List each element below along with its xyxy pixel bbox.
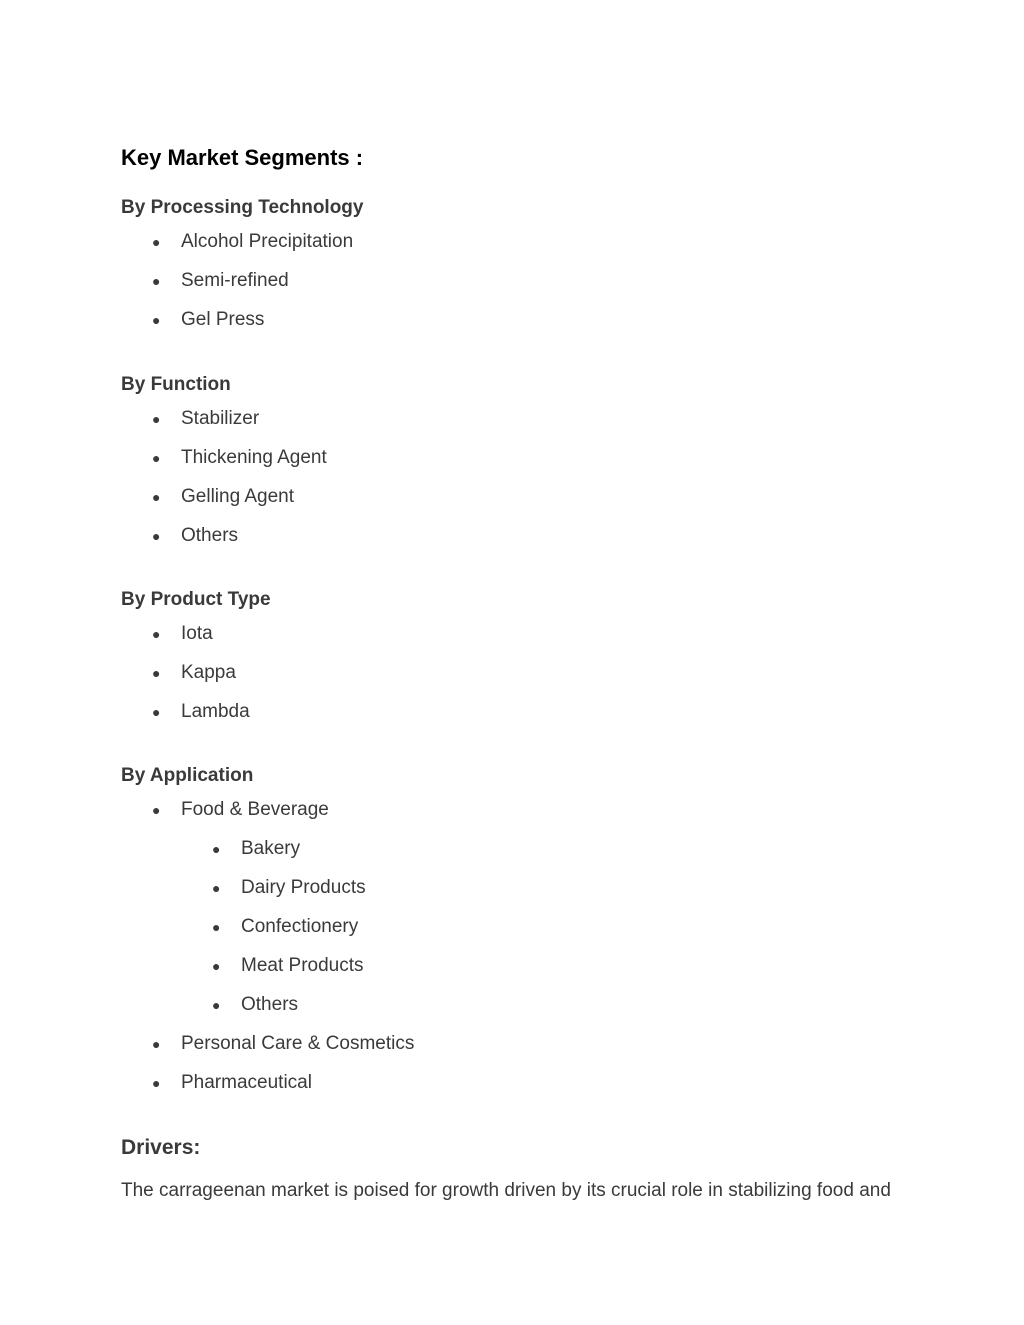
list-item-label: Meat Products — [241, 955, 364, 976]
list-item — [121, 1072, 414, 1111]
list-item-label: Confectionery — [241, 916, 359, 937]
section-heading: By Product Type — [121, 589, 271, 610]
bullet-list — [121, 231, 363, 348]
list-item — [121, 623, 271, 662]
list-item — [121, 270, 363, 309]
sub-list-item — [121, 955, 414, 994]
drivers-paragraph: The carrageenan market is poised for growth driven by its crucial role in stabilizing food and — [121, 1180, 891, 1201]
bullet-icon: ● — [152, 665, 161, 681]
list-item-label: Thickening Agent — [181, 447, 327, 468]
section-heading: By Function — [121, 374, 231, 395]
bullet-icon: ● — [212, 880, 221, 896]
list-item-label: Semi-refined — [181, 270, 289, 291]
list-item-label: Food & Beverage — [181, 799, 329, 820]
bullet-icon: ● — [152, 489, 161, 505]
bullet-icon: ● — [152, 312, 161, 328]
bullet-icon: ● — [152, 704, 161, 720]
list-item-label: Kappa — [181, 662, 236, 683]
bullet-list — [121, 408, 327, 564]
list-item — [121, 309, 363, 348]
list-item-label: Dairy Products — [241, 877, 366, 898]
section-heading: By Application — [121, 765, 254, 786]
segment-application — [121, 765, 414, 1111]
bullet-icon: ● — [152, 802, 161, 818]
bullet-icon: ● — [152, 1036, 161, 1052]
list-item-label: Bakery — [241, 838, 301, 859]
sub-list-item — [121, 838, 414, 877]
list-item — [121, 486, 327, 525]
page-title: Key Market Segments : — [121, 145, 364, 170]
list-item — [121, 701, 271, 740]
list-item — [121, 799, 414, 838]
drivers-heading: Drivers: — [121, 1136, 201, 1159]
list-item-label: Iota — [181, 623, 213, 644]
bullet-icon: ● — [152, 626, 161, 642]
list-item-label: Lambda — [181, 701, 250, 722]
bullet-icon: ● — [212, 997, 221, 1013]
segment-function — [121, 374, 327, 564]
list-item-label: Pharmaceutical — [181, 1072, 312, 1093]
bullet-icon: ● — [212, 958, 221, 974]
list-item — [121, 408, 327, 447]
list-item — [121, 231, 363, 270]
list-item-label: Gel Press — [181, 309, 265, 330]
list-item-label: Gelling Agent — [181, 486, 295, 507]
bullet-list — [121, 623, 271, 740]
sub-list-item — [121, 877, 414, 916]
nested-bullet-list — [121, 838, 414, 1033]
bullet-icon: ● — [212, 841, 221, 857]
bullet-icon: ● — [152, 273, 161, 289]
segment-processing-technology — [121, 197, 363, 348]
list-item-label: Personal Care & Cosmetics — [181, 1033, 415, 1054]
list-item-label: Stabilizer — [181, 408, 260, 429]
bullet-list — [121, 1033, 414, 1111]
list-item-label: Others — [241, 994, 299, 1015]
segment-product-type — [121, 589, 271, 740]
sub-list-item — [121, 916, 414, 955]
list-item — [121, 1033, 414, 1072]
list-item-label: Others — [181, 525, 239, 546]
bullet-icon: ● — [152, 411, 161, 427]
section-heading: By Processing Technology — [121, 197, 364, 218]
bullet-icon: ● — [152, 234, 161, 250]
bullet-icon: ● — [152, 528, 161, 544]
bullet-icon: ● — [152, 1075, 161, 1091]
list-item — [121, 447, 327, 486]
bullet-icon: ● — [212, 919, 221, 935]
list-item — [121, 662, 271, 701]
bullet-list — [121, 799, 414, 838]
bullet-icon: ● — [152, 450, 161, 466]
sub-list-item — [121, 994, 414, 1033]
list-item-label: Alcohol Precipitation — [181, 231, 354, 252]
list-item — [121, 525, 327, 564]
